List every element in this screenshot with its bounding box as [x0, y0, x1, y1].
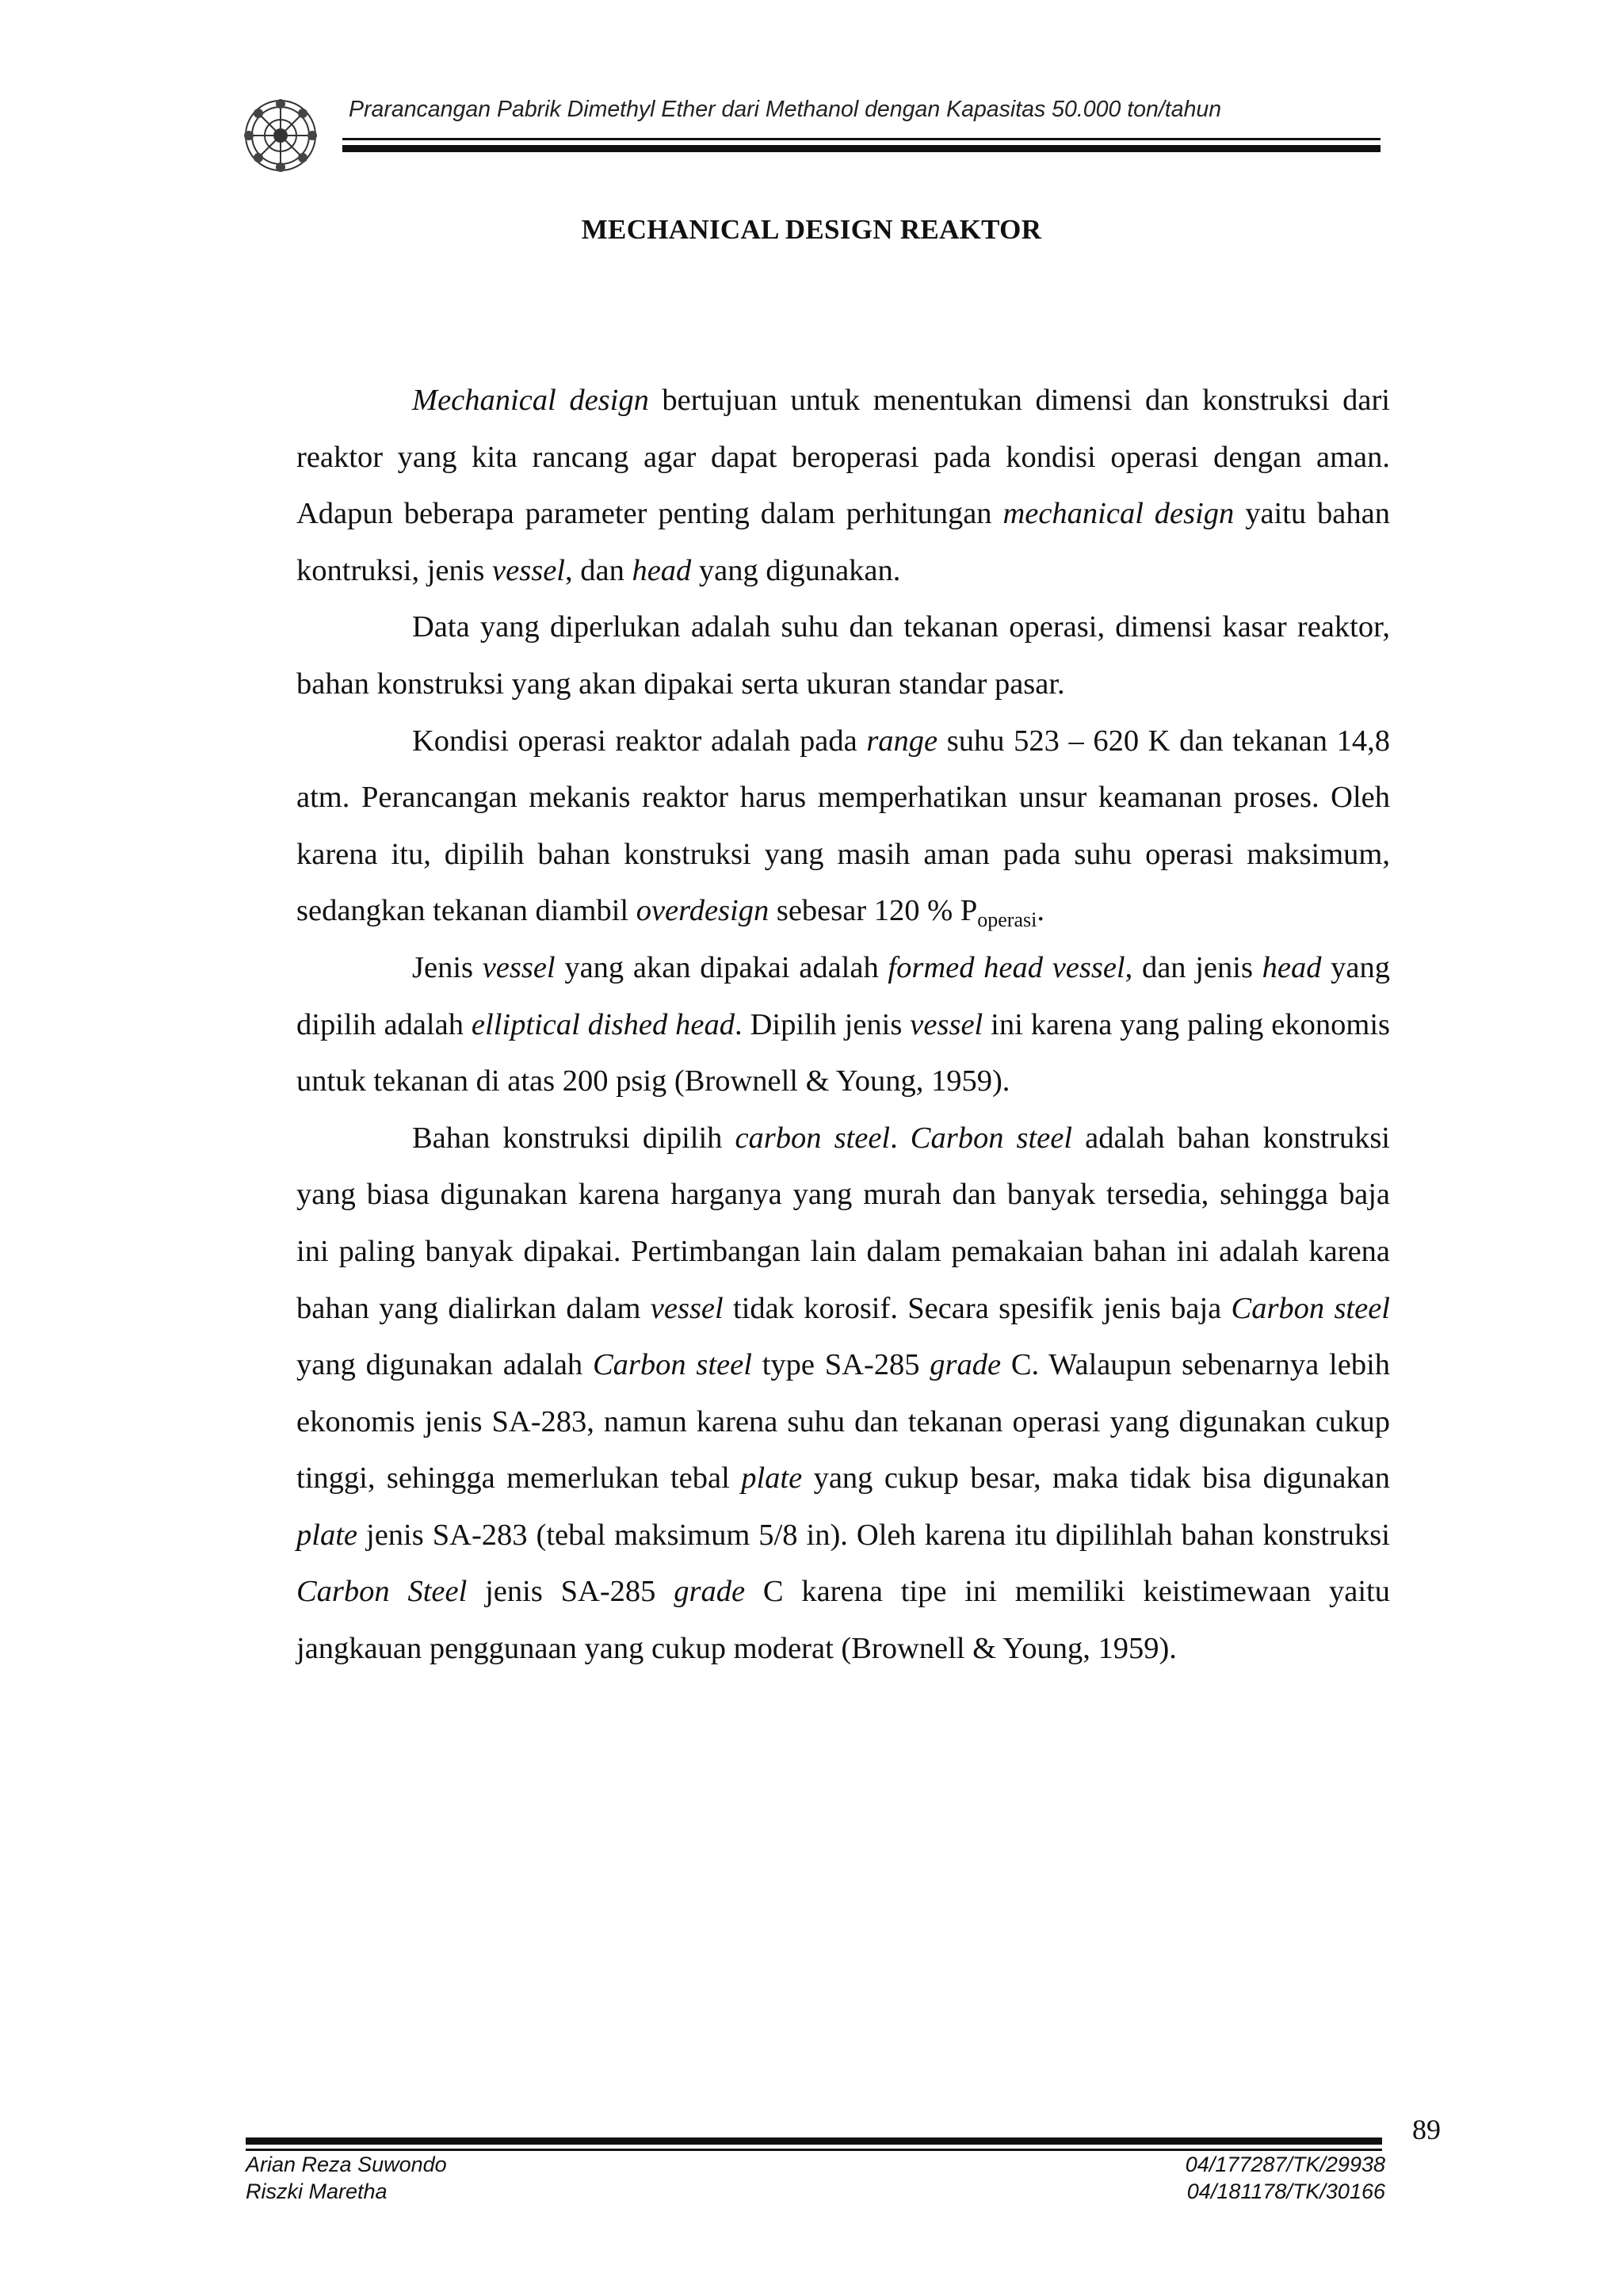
author-name: Arian Reza Suwondo: [246, 2153, 447, 2176]
author-name: Riszki Maretha: [246, 2179, 388, 2203]
paragraph-5: Bahan konstruksi dipilih carbon steel. Carbon steel adalah bahan konstruksi yang biasa digunakan karena harganya yang murah dan banyak tersedia, sehingga baja ini paling banyak dipakai. Pertimbangan lain dalam pemakaian bahan ini adalah karena bahan yang dialirkan dalam vessel tidak korosif. Secara spesifik jenis baja Carbon steel yang digunakan adalah Carbon steel type SA-285 grade C. Walaupun sebenarnya lebih ekonomis jenis SA-283, namun karena suhu dan tekanan operasi yang digunakan cukup tinggi, sehingga memerlukan tebal plate yang cukup besar, maka tidak bisa digunakan plate jenis SA-283 (tebal maksimum 5/8 in). Oleh karena itu dipilihlah bahan konstruksi Carbon Steel jenis SA-285 grade C karena tipe ini memiliki keistimewaan yaitu jangkauan penggunaan yang cukup moderat (Brownell & Young, 1959).: [296, 1121, 1391, 1666]
page-number: 89: [1412, 2114, 1441, 2145]
header-rule-thin: [342, 138, 1381, 140]
paragraph-1: Mechanical design bertujuan untuk menentukan dimensi dan konstruksi dari reaktor yang kita rancang agar dapat beroperasi pada kondisi operasi dengan aman. Adapun beberapa parameter penting dalam perhitungan mechanical design yaitu bahan kontruksi, jenis vessel, dan head yang digunakan.: [296, 384, 1390, 587]
running-header: Prarancangan Pabrik Dimethyl Ether dari Methanol dengan Kapasitas 50.000 ton/tahun: [349, 97, 1222, 122]
paragraph-4: Jenis vessel yang akan dipakai adalah formed head vessel, dan jenis head yang dipilih adalah elliptical dished head. Dipilih jenis vessel ini karena yang paling ekonomis untuk tekanan di atas 200 psig (Brownell & Young, 1959).: [296, 950, 1391, 1098]
paragraph-2: Data yang diperlukan adalah suhu dan tekanan operasi, dimensi kasar reaktor, bahan konstruksi yang akan dipakai serta ukuran standar pasar.: [296, 610, 1390, 701]
author-student-id: 04/181178/TK/30166: [1186, 2179, 1385, 2203]
header-rule-thick: [342, 145, 1381, 152]
footer-rule-thick: [246, 2137, 1382, 2145]
page-title: MECHANICAL DESIGN REAKTOR: [581, 214, 1042, 245]
author-student-id: 04/177287/TK/29938: [1185, 2153, 1385, 2176]
footer-rule-thin: [246, 2149, 1382, 2151]
university-emblem-icon: [242, 97, 319, 174]
paragraph-3: Kondisi operasi reaktor adalah pada range suhu 523 – 620 K dan tekanan 14,8 atm. Perancangan mekanis reaktor harus memperhatikan unsur keamanan proses. Oleh karena itu, dipilih bahan konstruksi yang masih aman pada suhu operasi maksimum, sedangkan tekanan diambil overdesign sebesar 120 % $P_{operasi}$.: [296, 724, 1390, 932]
body-text: [296, 372, 1390, 1678]
